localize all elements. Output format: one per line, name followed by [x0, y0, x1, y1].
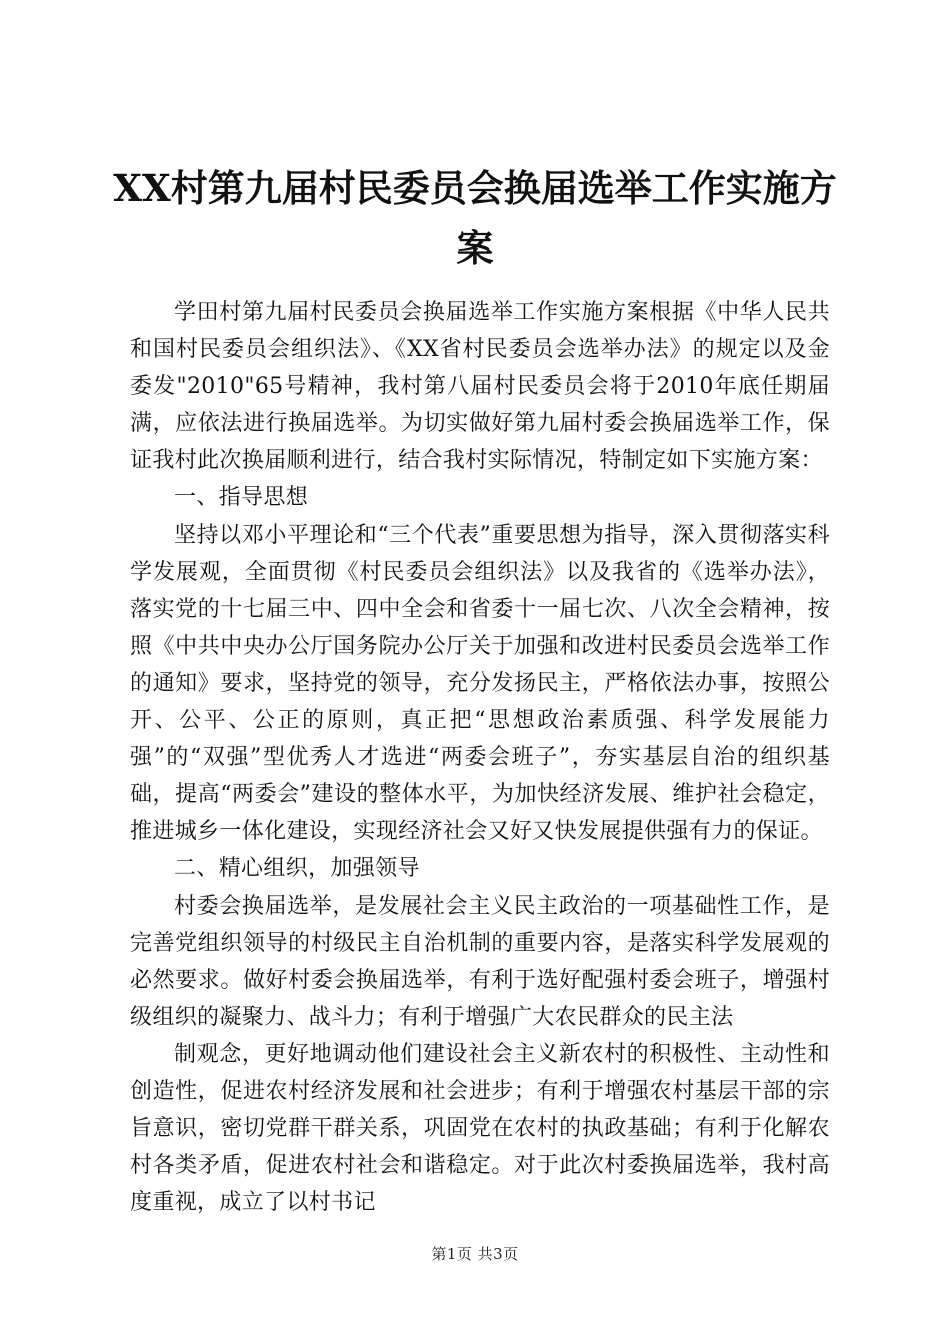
document-body	[130, 294, 830, 1221]
section-heading-organization-leadership: 二、精心组织，加强领导	[174, 856, 420, 882]
document-title: XX村第九届村民委员会换届选举工作实施方案	[113, 166, 837, 270]
page-number-footer: 第1页 共3页	[431, 1245, 519, 1263]
paragraph-organization-2: 制观念，更好地调动他们建设社会主义新农村的积极性、主动性和创造性，促进农村经济发展和社会进步；有利于增强农村基层干部的宗旨意识，密切党群干群关系，巩固党在农村的执政基础；有利于化解农村各类矛盾，促进农村社会和谐稳定。对于此次村委换届选举，我村高度重视，成立了以村书记	[130, 1041, 830, 1216]
paragraph-guiding-ideology: 坚持以邓小平理论和“三个代表”重要思想为指导，深入贯彻落实科学发展观，全面贯彻《村民委员会组织法》以及我省的《选举办法》，落实党的十七届三中、四中全会和省委十一届七次、八次全会精神，按照《中共中央办公厅国务院办公厅关于加强和改进村民委员会选举工作的通知》要求，坚持党的领导，充分发扬民主，严格依法办事，按照公开、公平、公正的原则，真正把“思想政治素质强、科学发展能力强”的“双强”型优秀人才选进“两委会班子”，夯实基层自治的组织基础，提高“两委会”建设的整体水平，为加快经济发展、维护社会稳定，推进城乡一体化建设，实现经济社会又好又快发展提供强有力的保证。	[130, 522, 830, 845]
paragraph-organization-1: 村委会换届选举，是发展社会主义民主政治的一项基础性工作，是完善党组织领导的村级民主自治机制的重要内容，是落实科学发展观的必然要求。做好村委会换届选举，有利于选好配强村委会班子，增强村级组织的凝聚力、战斗力；有利于增强广大农民群众的民主法	[130, 893, 830, 1030]
section-heading-guiding-ideology: 一、指导思想	[174, 485, 309, 511]
paragraph-intro: 学田村第九届村民委员会换届选举工作实施方案根据《中华人民共和国村民委员会组织法》、《XX省村民委员会选举办法》的规定以及金委发"2010"65号精神，我村第八届村民委员会将于2010年底任期届满，应依法进行换届选举。为切实做好第九届村委会换届选举工作，保证我村此次换届顺利进行，结合我村实际情况，特制定如下实施方案：	[130, 300, 830, 474]
